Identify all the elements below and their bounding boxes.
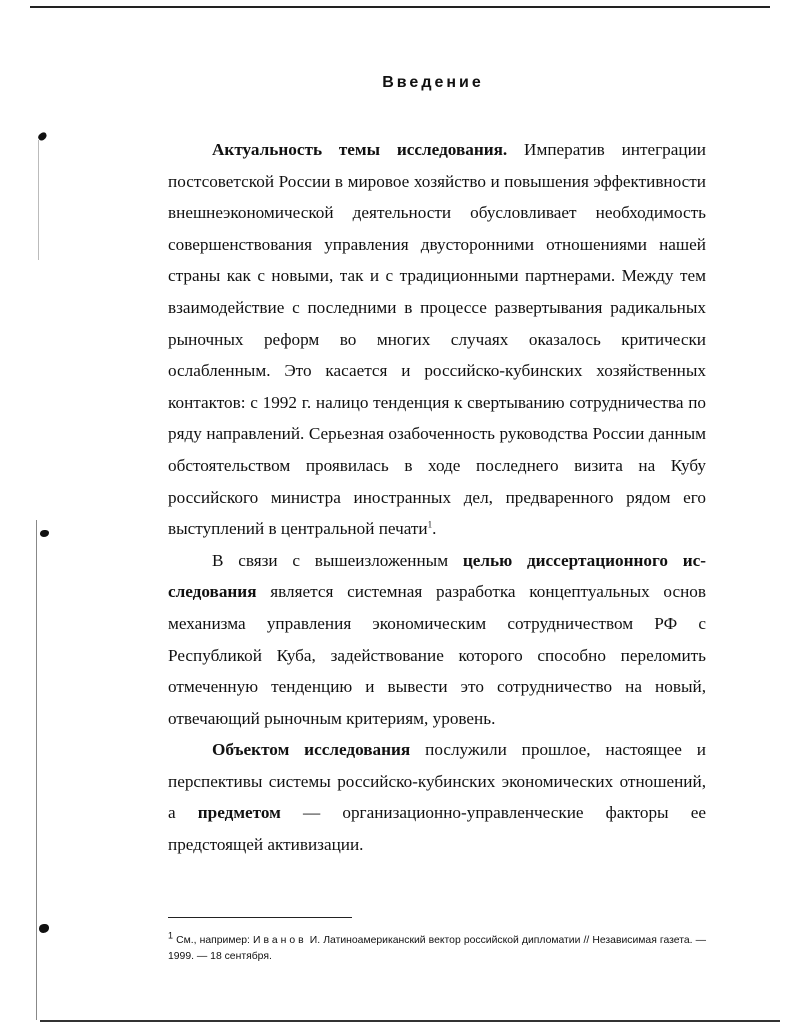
paragraph-object [168, 734, 706, 860]
footnote-text: См., например: [173, 935, 254, 946]
subject-term: предметом [197, 803, 281, 823]
paragraph-tail: . [432, 519, 437, 539]
ink-blot [39, 924, 49, 933]
scan-edge-bottom [40, 1020, 780, 1022]
footnote-text: И. Латиноамериканский вектор российской дипломатии // Независимая газета. — 1999. — 18 сентября. [168, 935, 706, 962]
goal-term: целью диссертационного исследования [168, 550, 706, 602]
paragraph-text: послужили прошлое, настоящее и перспективы системы российско-кубинских экономических отношений, а [168, 740, 707, 823]
footnote-number: 1 [168, 930, 174, 941]
footnote-divider [168, 917, 352, 918]
paragraph-text: В связи с вышеизложенным [212, 550, 463, 570]
footnote-reference: 1 [427, 519, 433, 530]
scan-edge-left [36, 520, 37, 1020]
paragraph-goal [168, 545, 706, 735]
main-text [168, 134, 706, 861]
footnote [168, 930, 706, 965]
paragraph-text: Императив интеграции постсоветской России в мировое хозяйство и повышения эффективности внешнеэкономической деятельности обусловливает необходимость совершенствования управления двусторонними отношениями нашей страны как с новыми, так и с традиционными партнерами. Между тем взаимодействие с последними в процессе развертывания радикальных рыночных реформ во многих случаях оказалось критически ослабленным. Это касается и российско-кубинских хозяйственных контактов: с 1992 г. налицо тенденция к свертыванию сотрудничества по ряду направлений. Серьезная озабоченность руководства России данным обстоятельством проявилась в ходе последнего визита на Кубу российского министра иностранных дел, предваренного рядом его выступлений в центральной печати [168, 140, 707, 539]
object-term: Объектом исследования [212, 740, 411, 760]
ink-blot [37, 131, 48, 142]
scan-edge-left-upper [38, 140, 39, 260]
ink-blot [40, 530, 49, 537]
scan-edge-top [30, 6, 770, 8]
paragraph-text: — организационно-управленческие факторы ее предстоящей активизации. [168, 803, 706, 855]
paragraph-text: является системная разработка концептуальных основ механизма управления экономическим сотрудничеством РФ с Республикой Куба, задействование которого способно переломить отмеченную тенденцию и вывести это сотрудничество на новый, отвечающий рыночным критериям, уровень. [168, 582, 706, 728]
footnote-author: Иванов [253, 935, 307, 946]
lead-heading: Актуальность темы исследования. [212, 140, 508, 159]
page-title: Введение [382, 74, 484, 91]
paragraph-relevance [168, 134, 706, 545]
